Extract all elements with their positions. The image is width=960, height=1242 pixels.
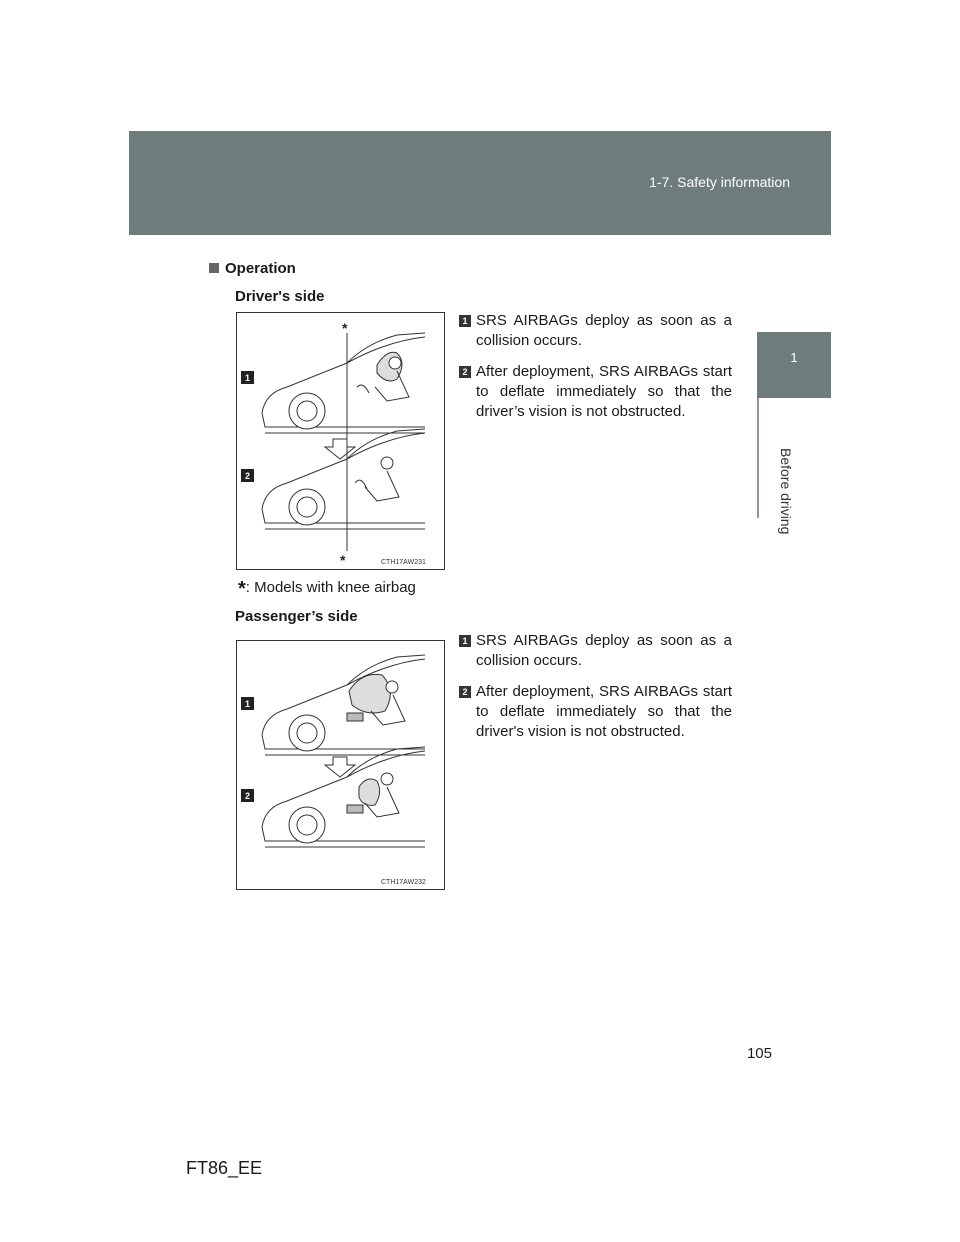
drivers-side-steps <box>459 311 732 433</box>
footnote <box>238 578 416 601</box>
footnote-asterisk: * <box>238 578 246 600</box>
asterisk-top: * <box>342 320 348 336</box>
figure-code: CTH17AW232 <box>381 879 426 886</box>
chapter-title: Before driving <box>778 448 794 535</box>
step-number-badge: 2 <box>459 686 471 698</box>
list-item <box>459 311 732 351</box>
passengers-side-title: Passenger’s side <box>235 608 358 625</box>
step-text: SRS AIRBAGs deploy as soon as a collision occurs. <box>476 632 732 669</box>
callout-2-label: 2 <box>244 471 251 481</box>
section-title: 1-7. Safety information <box>649 174 790 190</box>
chapter-tab <box>757 332 831 398</box>
chapter-number: 1 <box>790 350 798 365</box>
callout-1-label: 1 <box>244 373 251 383</box>
callout-1-label: 1 <box>244 699 251 709</box>
step-text: After deployment, SRS AIRBAGs start to deflate immediately so that the driver’s vision is not obstructed. <box>476 363 732 420</box>
drivers-side-figure <box>236 312 445 570</box>
document-code: FT86_EE <box>186 1158 263 1178</box>
passengers-side-steps <box>459 631 732 753</box>
footnote-text: : Models with knee airbag <box>245 579 416 596</box>
figure-code: CTH17AW231 <box>381 559 426 566</box>
page-number: 105 <box>746 1045 772 1062</box>
step-number-badge: 1 <box>459 635 471 647</box>
drivers-side-title: Driver's side <box>235 288 325 305</box>
list-item <box>459 682 732 742</box>
car-deploying-illustration <box>262 333 425 433</box>
list-item <box>459 631 732 671</box>
section-heading <box>209 260 296 277</box>
car-deploying-illustration <box>262 655 425 755</box>
chapter-tab-line <box>757 398 759 518</box>
step-number-badge: 2 <box>459 366 471 378</box>
passengers-side-figure <box>236 640 445 890</box>
passengers-side-illustration <box>237 641 444 889</box>
section-heading-text: Operation <box>225 260 296 277</box>
list-item <box>459 362 732 422</box>
asterisk-bottom: * <box>340 552 346 568</box>
step-number-badge: 1 <box>459 315 471 327</box>
step-text: After deployment, SRS AIRBAGs start to deflate immediately so that the driver's vision is not obstructed. <box>476 683 732 740</box>
bullet-square-icon <box>209 263 219 273</box>
callout-2-label: 2 <box>244 791 251 801</box>
drivers-side-illustration <box>237 313 444 569</box>
step-text: SRS AIRBAGs deploy as soon as a collision occurs. <box>476 312 732 349</box>
